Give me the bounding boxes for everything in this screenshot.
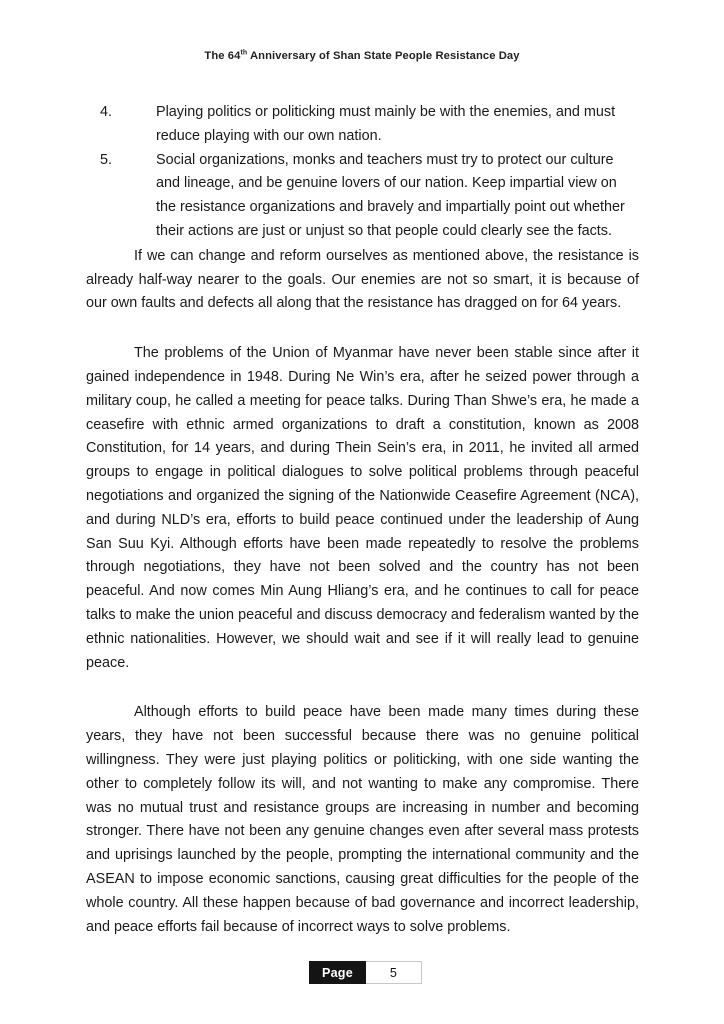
page-badge-label: Page xyxy=(309,961,366,984)
paragraph-spacer xyxy=(86,316,639,342)
list-item xyxy=(100,149,639,244)
paragraph-spacer xyxy=(86,675,639,701)
list-item xyxy=(100,101,639,149)
list-item-marker: 4. xyxy=(100,104,113,120)
numbered-list xyxy=(86,101,639,244)
running-header-superscript: th xyxy=(240,49,248,57)
paragraph-union-history: The problems of the Union of Myanmar have never been stable since after it gained independence in 1948. During Ne Win’s era, after he seized power through a military coup, he called a meeting for peace talks. During Than Shwe’s era, he made a ceasefire with ethnic armed organizations to draft a constitution, known as 2008 Constitution, for 14 years, and during Thein Sein’s era, in 2011, he invited all armed groups to engage in political dialogues to solve political problems through peaceful negotiations and organized the signing of the Nationwide Ceasefire Agreement (NCA), and during NLD’s era, efforts to build peace continued under the leadership of Aung San Suu Kyi. Although efforts have been made repeatedly to resolve the problems through negotiations, they have not been solved and the country has not been peaceful. And now comes Min Aung Hliang’s era, and he continues to call for peace talks to make the union peaceful and discuss democracy and federalism wanted by the ethnic nationalities. However, we should wait and see if it will really lead to genuine peace. xyxy=(86,345,639,671)
page-badge-number: 5 xyxy=(366,961,422,984)
running-header-suffix: Anniversary of Shan State People Resistance Day xyxy=(247,50,520,62)
list-item-text: Social organizations, monks and teachers must try to protect our culture and lineage, and be genuine lovers of our nation. Keep impartial view on the resistance organizations and bravely and impartially point out whether their actions are just or unjust so that people could clearly see the facts. xyxy=(156,151,625,239)
paragraph-reform: If we can change and reform ourselves as mentioned above, the resistance is already half-way nearer to the goals. Our enemies are not so smart, it is because of our own faults and defects all along that the resistance has dragged on for 64 years. xyxy=(86,247,639,312)
document-body xyxy=(86,101,639,939)
paragraph-peace-efforts: Although efforts to build peace have been made many times during these years, they have not been successful because there was no genuine political willingness. They were just playing politics or politicking, with one side wanting the other to completely follow its will, and not wanting to make any compromise. There was no mutual trust and resistance groups are increasing in number and becoming stronger. There have not been any genuine changes even after several mass protests and uprisings launched by the people, prompting the international community and the ASEAN to impose economic sanctions, causing great difficulties for the people of the whole country. All these happen because of bad governance and incorrect leadership, and peace efforts fail because of incorrect ways to solve problems. xyxy=(86,704,639,935)
running-header xyxy=(0,50,724,62)
page-number-badge xyxy=(309,961,422,984)
running-header-prefix: The 64 xyxy=(204,50,241,62)
list-item-marker: 5. xyxy=(100,151,113,168)
list-item-text: Playing politics or politicking must mainly be with the enemies, and must reduce playing with our own nation. xyxy=(156,104,616,144)
